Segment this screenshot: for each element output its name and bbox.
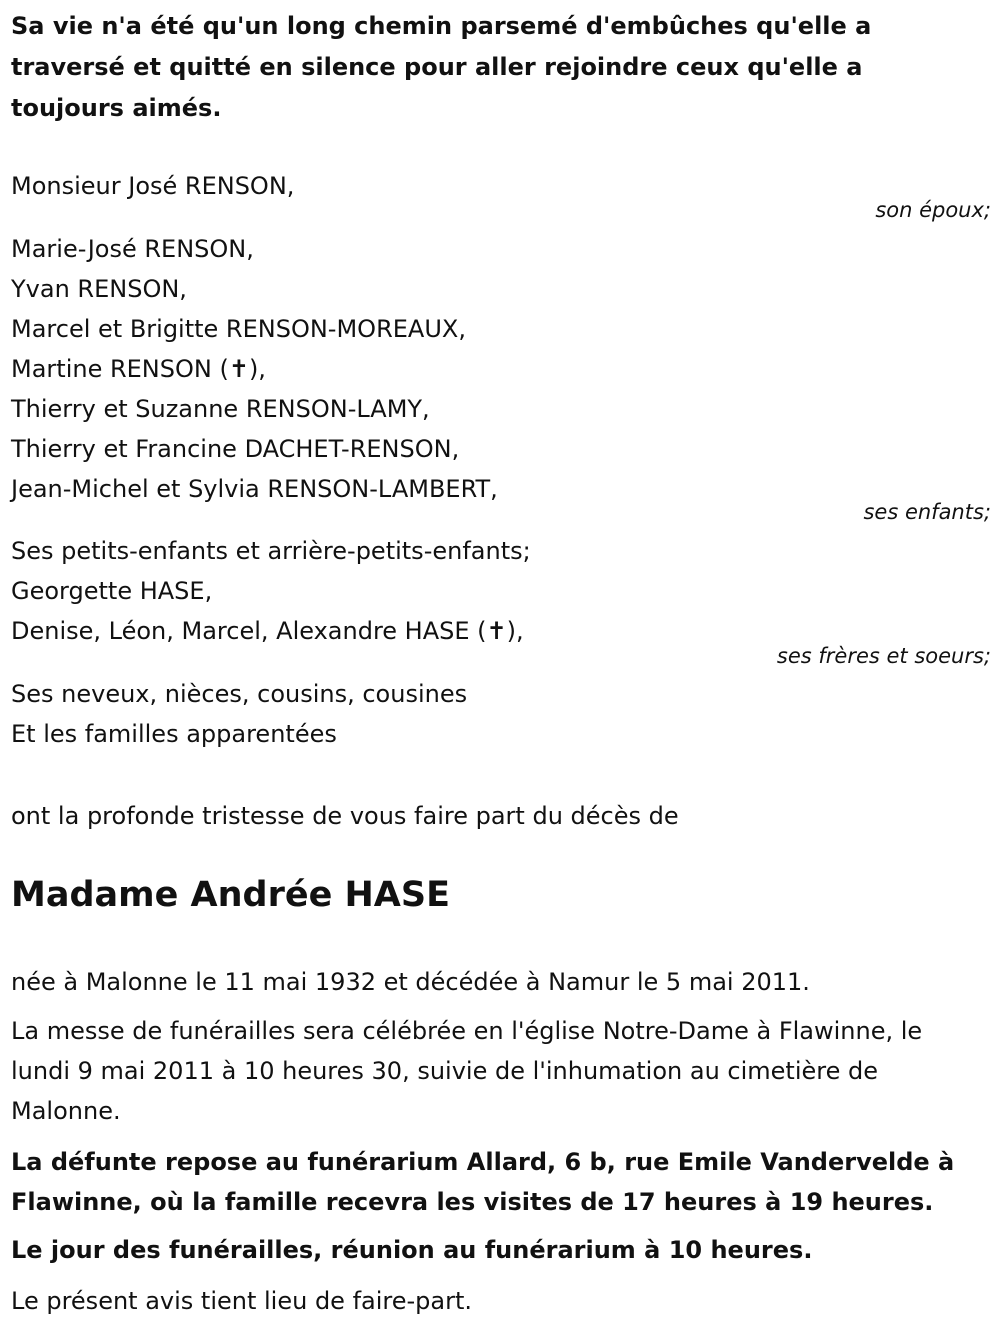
child-name: Thierry et Suzanne RENSON-LAMY, — [11, 395, 430, 423]
spouse-name: Monsieur José RENSON, — [11, 172, 295, 200]
epigraph-line: traversé et quitté en silence pour aller rejoindre ceux qu'elle a — [11, 53, 863, 81]
child-name: Martine RENSON (✝), — [11, 355, 266, 383]
epigraph-line: Sa vie n'a été qu'un long chemin parsemé d'embûches qu'elle a — [11, 12, 872, 40]
relatives-line: Ses neveux, nièces, cousins, cousines — [11, 680, 468, 708]
epigraph-line: toujours aimés. — [11, 94, 222, 122]
spouse-section — [11, 166, 991, 222]
announcement-text: ont la profonde tristesse de vous faire part du décès de — [11, 802, 679, 830]
epigraph — [11, 6, 971, 129]
deceased-name: Madame Andrée HASE — [11, 875, 450, 915]
child-name: Jean-Michel et Sylvia RENSON-LAMBERT, — [11, 475, 498, 503]
birth-death-dates: née à Malonne le 11 mai 1932 et décédée à Namur le 5 mai 2011. — [11, 968, 810, 996]
relatives-section — [11, 674, 991, 754]
child-name: Thierry et Francine DACHET-RENSON, — [11, 435, 460, 463]
meeting-info: Le jour des funérailles, réunion au funérarium à 10 heures. — [11, 1236, 813, 1264]
relatives-line: Et les familles apparentées — [11, 720, 337, 748]
sibling-name: Denise, Léon, Marcel, Alexandre HASE (✝), — [11, 617, 524, 645]
siblings-role: ses frères et soeurs; — [776, 644, 991, 668]
child-name: Yvan RENSON, — [11, 275, 187, 303]
funeral-mass-info: La messe de funérailles sera célébrée en l'église Notre-Dame à Flawinne, le lundi 9 mai 2011 à 10 heures 30, suivie de l'inhumation au cimetière de Malonne. — [11, 1017, 923, 1125]
grandchildren-line: Ses petits-enfants et arrière-petits-enfants; — [11, 537, 531, 565]
child-name: Marie-José RENSON, — [11, 235, 254, 263]
notice-text: Le présent avis tient lieu de faire-part. — [11, 1287, 473, 1315]
spouse-role: son époux; — [875, 198, 991, 222]
children-section — [11, 229, 991, 524]
siblings-section — [11, 531, 991, 668]
children-role: ses enfants; — [863, 500, 991, 524]
funerarium-info: La défunte repose au funérarium Allard, 6 b, rue Emile Vandervelde à Flawinne, où la famille recevra les visites de 17 heures à 19 heures. — [11, 1148, 955, 1216]
child-name: Marcel et Brigitte RENSON-MOREAUX, — [11, 315, 466, 343]
sibling-name: Georgette HASE, — [11, 577, 213, 605]
